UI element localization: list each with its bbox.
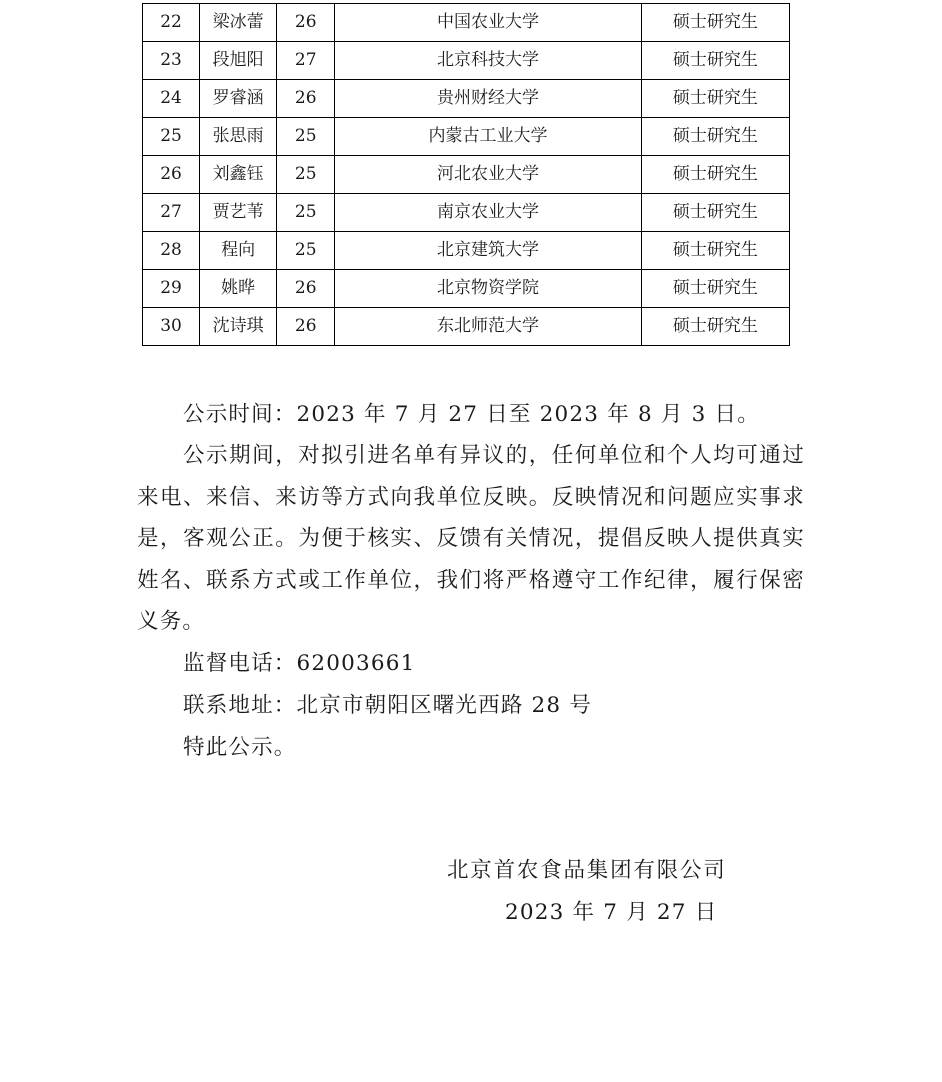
row-number: 29 <box>143 270 200 308</box>
candidate-name: 刘鑫钰 <box>200 156 277 194</box>
address-value: 北京市朝阳区曙光西路 28 号 <box>296 693 593 718</box>
candidate-name: 张思雨 <box>200 118 277 156</box>
candidate-age: 25 <box>277 232 335 270</box>
candidate-age: 27 <box>277 42 335 80</box>
candidate-age: 26 <box>277 270 335 308</box>
table-row <box>143 80 790 118</box>
table-row <box>143 270 790 308</box>
supervision-phone <box>137 643 805 685</box>
table-row <box>143 308 790 346</box>
notice-body: 公示期间，对拟引进名单有异议的，任何单位和个人均可通过来电、来信、来访等方式向我单位反映。反映情况和问题应实事求是，客观公正。为便于核实、反馈有关情况，提倡反映人提供真实姓名、联系方式或工作单位，我们将严格遵守工作纪律，履行保密义务。 <box>137 443 805 634</box>
issue-date: 2023 年 7 月 27 日 <box>505 900 718 925</box>
row-number: 24 <box>143 80 200 118</box>
table-row <box>143 194 790 232</box>
phone-number: 62003661 <box>296 651 416 676</box>
candidate-age: 25 <box>277 118 335 156</box>
closing-statement: 特此公示。 <box>183 735 297 760</box>
graduate-school: 北京建筑大学 <box>335 232 641 270</box>
notice-period: 公示时间：2023 年 7 月 27 日至 2023 年 8 月 3 日。 <box>183 402 760 427</box>
graduate-school: 北京物资学院 <box>335 270 641 308</box>
degree: 硕士研究生 <box>641 156 789 194</box>
graduate-school: 贵州财经大学 <box>335 80 641 118</box>
candidate-name: 贾艺苇 <box>200 194 277 232</box>
degree: 硕士研究生 <box>641 194 789 232</box>
contact-address <box>137 685 805 727</box>
candidate-name: 段旭阳 <box>200 42 277 80</box>
degree: 硕士研究生 <box>641 232 789 270</box>
candidate-table <box>142 3 790 346</box>
candidate-name: 姚晔 <box>200 270 277 308</box>
degree: 硕士研究生 <box>641 118 789 156</box>
table-row <box>143 156 790 194</box>
row-number: 27 <box>143 194 200 232</box>
address-label: 联系地址： <box>183 693 297 718</box>
graduate-school: 北京科技大学 <box>335 42 641 80</box>
candidate-name: 梁冰蕾 <box>200 4 277 42</box>
table-row <box>143 42 790 80</box>
issuing-organization: 北京首农食品集团有限公司 <box>447 858 727 883</box>
degree: 硕士研究生 <box>641 80 789 118</box>
row-number: 23 <box>143 42 200 80</box>
candidate-age: 26 <box>277 308 335 346</box>
candidate-age: 25 <box>277 156 335 194</box>
candidate-name: 沈诗琪 <box>200 308 277 346</box>
candidate-table-body <box>143 4 790 346</box>
degree: 硕士研究生 <box>641 308 789 346</box>
row-number: 28 <box>143 232 200 270</box>
candidate-age: 26 <box>277 80 335 118</box>
degree: 硕士研究生 <box>641 270 789 308</box>
row-number: 26 <box>143 156 200 194</box>
table-row <box>143 232 790 270</box>
graduate-school: 内蒙古工业大学 <box>335 118 641 156</box>
candidate-name: 罗睿涵 <box>200 80 277 118</box>
row-number: 30 <box>143 308 200 346</box>
candidate-age: 26 <box>277 4 335 42</box>
candidate-age: 25 <box>277 194 335 232</box>
table-row <box>143 118 790 156</box>
candidate-name: 程向 <box>200 232 277 270</box>
graduate-school: 南京农业大学 <box>335 194 641 232</box>
graduate-school: 中国农业大学 <box>335 4 641 42</box>
graduate-school: 东北师范大学 <box>335 308 641 346</box>
row-number: 25 <box>143 118 200 156</box>
degree: 硕士研究生 <box>641 4 789 42</box>
graduate-school: 河北农业大学 <box>335 156 641 194</box>
degree: 硕士研究生 <box>641 42 789 80</box>
table-row <box>143 4 790 42</box>
phone-label: 监督电话： <box>183 651 297 676</box>
row-number: 22 <box>143 4 200 42</box>
